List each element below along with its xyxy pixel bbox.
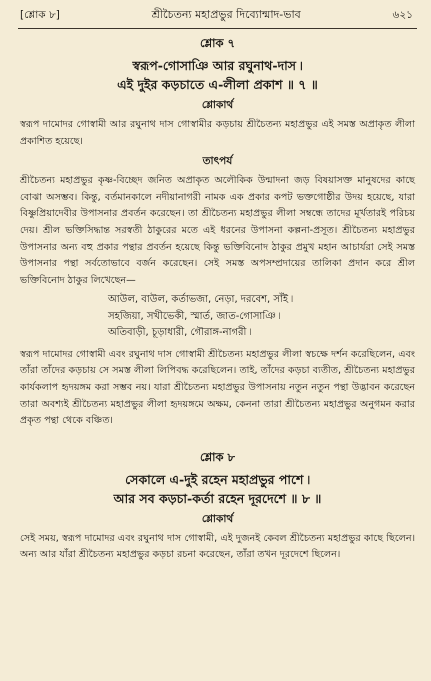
verse-7-translation-title: শ্লোকার্থ [201, 99, 234, 111]
verse-7-purport-para-2: স্বরূপ দামোদর গোস্বামী এবং রঘুনাথ দাস গোস্বামী শ্রীচৈতন্য মহাপ্রভুর লীলা স্বচক্ষে দর্শন করেছিলেন, এবং তাঁরা তাঁদের কড়চায় সে সমস্ত লীলা লিপিবদ্ধ করেছিলেন। তাই, তাঁদের কড়চা ব্যতীত, শ্রীচৈতন্য মহাপ্রভুর কার্যকলাপ হৃদয়ঙ্গম করা সম্ভব নয়। যারা শ্রীচৈতন্য মহাপ্রভুর উপাসনায় নতুন নতুন পন্থা উদ্ভাবন করেছেন তারা অবশ্যই শ্রীচৈতন্য মহাপ্রভুর লীলা হৃদয়ঙ্গমে অক্ষম, কেননা তারা শ্রীচৈতন্য মহাপ্রভুর অনুগমন করার প্রকৃত পন্থা থেকে বঞ্চিত। [20, 348, 415, 427]
header-verse-ref: [শ্লোক ৮] [20, 9, 60, 21]
sect-list-line: সহজিয়া, সখীভেকী, স্মার্ত, জাত-গোসাঞি ৷ [108, 310, 281, 322]
verse-7-line-1: স্বরূপ-গোসাঞি আর রঘুনাথ-দাস ৷ [132, 58, 303, 73]
verse-8-translation: সেই সময়, স্বরূপ দামোদর এবং রঘুনাথ দাস গোস্বামী, এই দুজনই কেবল শ্রীচৈতন্য মহাপ্রভুর কাছে ছিলেন। অন্য আর যাঁরা শ্রীচৈতন্য মহাপ্রভুর কড়চা রচনা করেছেন, তাঁরা তখন দূরদেশে ছিলেন। [20, 532, 415, 561]
sect-list [108, 292, 417, 342]
verse-8-heading: শ্লোক ৮ [199, 449, 236, 464]
verse-7-purport-para-1: শ্রীচৈতন্য মহাপ্রভুর কৃষ্ণ-বিচ্ছেদ জনিত অপ্রাকৃত অলৌকিক উন্মাদনা জড় বিষয়াসক্ত মানুষদের কাছে বোঝা অসম্ভব। কিন্তু, বর্তমানকালে নদীয়ানাগরী নামক এক প্রকার কপট ভক্তগোষ্ঠীর উদয় হয়েছে, যারা বিষ্ণুপ্রিয়াদেবীর উপাসনার প্রবর্তন করেছেন। তা শ্রীচৈতন্য মহাপ্রভুর লীলা সম্বন্ধে তাদের মূর্খতারই পরিচয় দেয়। শ্রীল ভক্তিসিদ্ধান্ত সরস্বতী ঠাকুরের মতে এই ধরনের উপাসনা কল্পনা-প্রসূত। শ্রীচৈতন্য মহাপ্রভুর উপাসনার অন্য বহু প্রকার পন্থার প্রবর্তন হয়েছে কিন্তু ভক্তিবিনোদ ঠাকুর প্রমুখ মহান আচার্যরা সেই সমস্ত উপাসনার পন্থা সর্বতোভাবে বর্জন করেছেন। সেই সমস্ত অপসম্প্রদায়ের তালিকা প্রদান করে শ্রীল ভক্তিবিনোদ ঠাকুর লিখেছেন— [20, 175, 415, 286]
verse-8-line-2: আর সব কড়চা-কর্তা রহেন দূরদেশে ॥ ৮ ॥ [113, 490, 322, 506]
verse-7-translation: স্বরূপ দামোদর গোস্বামী আর রঘুনাথ দাস গোস্বামীর কড়চায় শ্রীচৈতন্য মহাপ্রভুর এই সমস্ত অপ্রাকৃত লীলা প্রকাশিত হয়েছে। [20, 119, 415, 147]
verse-7-purport-title: তাৎপর্য [202, 155, 233, 168]
verse-7-heading: শ্লোক ৭ [199, 36, 236, 50]
verse-7-line-2: এই দুইর কড়চাতে এ-লীলা প্রকাশ ॥ ৭ ॥ [117, 77, 318, 92]
sect-list-line: আউল, বাউল, কর্তাভজা, নেড়া, দরবেশ, সাঁই ৷ [108, 294, 293, 306]
section-spacer [18, 433, 417, 443]
header-rule [18, 28, 417, 29]
page-number: ৬২১ [392, 9, 413, 21]
running-header [18, 6, 417, 25]
header-chapter-title: শ্রীচৈতন্য মহাপ্রভুর দিব্যোন্মাদ-ভাব [151, 8, 301, 21]
verse-8-translation-title: শ্লোকার্থ [201, 512, 234, 525]
sect-list-line: অতিবাড়ী, চূড়াধারী, গৌরাঙ্গ-নাগরী ৷ [108, 327, 252, 339]
verse-8-line-1: সেকালে এ-দুই রহেন মহাপ্রভুর পাশে ৷ [125, 471, 310, 487]
